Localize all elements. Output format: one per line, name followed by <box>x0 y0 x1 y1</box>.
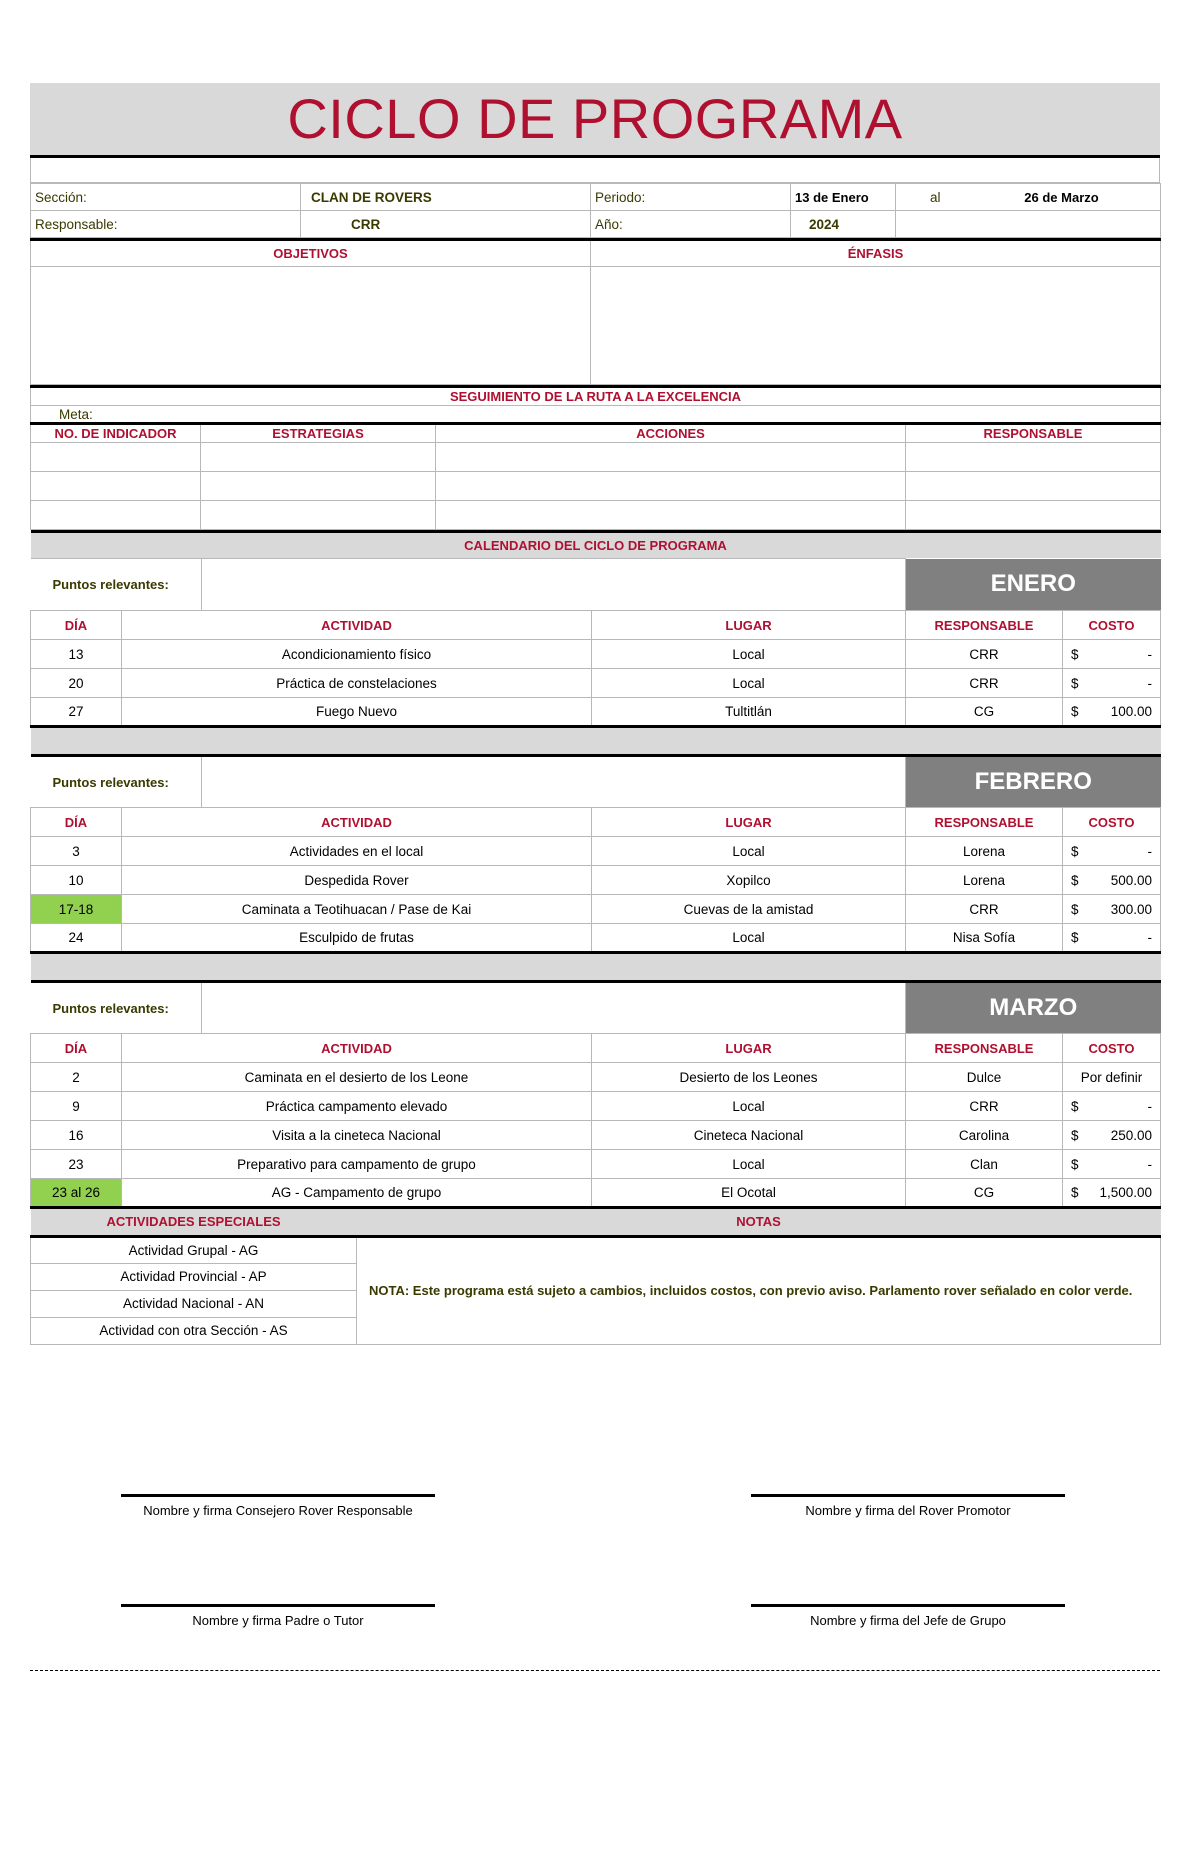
periodo-end: 26 de Marzo <box>1024 189 1099 205</box>
table-row <box>31 895 1161 924</box>
cell-responsable: CG <box>906 698 1063 727</box>
firma-jefe: Nombre y firma del Jefe de Grupo <box>751 1604 1065 1628</box>
notas-title: NOTAS <box>357 1209 1161 1236</box>
cell-actividad: Práctica campamento elevado <box>122 1092 592 1121</box>
col-lugar: LUGAR <box>592 611 906 640</box>
seg-cell[interactable] <box>436 472 906 501</box>
cell-responsable: CG <box>906 1179 1063 1208</box>
table-row <box>31 866 1161 895</box>
month-name: FEBRERO <box>906 756 1161 808</box>
cell-costo <box>1063 866 1161 895</box>
currency-symbol: $ <box>1071 675 1079 691</box>
table-row <box>31 1092 1161 1121</box>
cell-costo <box>1063 1121 1161 1150</box>
cell-dia: 23 al 26 <box>31 1179 122 1208</box>
currency-symbol: $ <box>1071 1127 1079 1143</box>
cell-dia: 3 <box>31 837 122 866</box>
seg-col-indicador: NO. DE INDICADOR <box>31 424 201 443</box>
currency-symbol: $ <box>1071 1098 1079 1114</box>
cell-costo <box>1063 698 1161 727</box>
cost-value: 500.00 <box>1110 872 1152 888</box>
cell-lugar: Local <box>592 669 906 698</box>
table-row <box>31 837 1161 866</box>
puntos-label: Puntos relevantes: <box>31 982 202 1034</box>
seccion-label: Sección: <box>31 184 301 211</box>
puntos-box[interactable] <box>202 559 906 611</box>
currency-symbol: $ <box>1071 930 1079 945</box>
cell-responsable: Nisa Sofía <box>906 924 1063 953</box>
objetivos-heading: OBJETIVOS <box>31 240 591 267</box>
cell-costo <box>1063 1179 1161 1208</box>
cost-wrap <box>1067 902 1156 917</box>
col-costo: COSTO <box>1063 611 1161 640</box>
puntos-box[interactable] <box>202 982 906 1034</box>
cell-actividad: Acondicionamiento físico <box>122 640 592 669</box>
especial-item: Actividad Provincial - AP <box>31 1263 357 1290</box>
table-row <box>31 1179 1161 1208</box>
cost-wrap <box>1067 1128 1156 1143</box>
cell-dia: 27 <box>31 698 122 727</box>
cell-responsable: Dulce <box>906 1063 1063 1092</box>
col-actividad: ACTIVIDAD <box>122 808 592 837</box>
seg-cell[interactable] <box>31 501 201 530</box>
responsable-value: CRR <box>301 211 591 238</box>
cell-actividad: Caminata a Teotihuacan / Pase de Kai <box>122 895 592 924</box>
puntos-label: Puntos relevantes: <box>31 559 202 611</box>
col-actividad: ACTIVIDAD <box>122 1034 592 1063</box>
cell-costo <box>1063 895 1161 924</box>
periodo-label: Periodo: <box>591 184 791 211</box>
especial-item: Actividad Nacional - AN <box>31 1290 357 1317</box>
col-responsable: RESPONSABLE <box>906 808 1063 837</box>
currency-symbol: $ <box>1071 872 1079 888</box>
cell-lugar: Local <box>592 837 906 866</box>
calendario-table <box>30 530 1161 1209</box>
cost-value: - <box>1147 675 1152 691</box>
responsable-label: Responsable: <box>31 211 301 238</box>
seg-cell[interactable] <box>436 501 906 530</box>
currency-symbol: $ <box>1071 901 1079 917</box>
currency-symbol: $ <box>1071 1156 1079 1172</box>
cell-actividad: Preparativo para campamento de grupo <box>122 1150 592 1179</box>
program-sheet <box>30 83 1160 1345</box>
cell-dia: 9 <box>31 1092 122 1121</box>
cell-actividad: Despedida Rover <box>122 866 592 895</box>
enfasis-heading: ÉNFASIS <box>591 240 1161 267</box>
cell-lugar: Local <box>592 1150 906 1179</box>
col-dia: DÍA <box>31 611 122 640</box>
cell-costo: Por definir <box>1063 1063 1161 1092</box>
meta-label: Meta: <box>31 406 1161 424</box>
firma-consejero: Nombre y firma Consejero Rover Responsable <box>121 1494 435 1518</box>
cell-dia: 13 <box>31 640 122 669</box>
seg-cell[interactable] <box>906 501 1161 530</box>
month-separator <box>31 727 1161 756</box>
especial-item: Actividad con otra Sección - AS <box>31 1317 357 1344</box>
col-responsable: RESPONSABLE <box>906 1034 1063 1063</box>
cell-responsable: Lorena <box>906 866 1063 895</box>
periodo-al: al <box>930 189 941 205</box>
table-row <box>31 698 1161 727</box>
especiales-table <box>30 1209 1161 1345</box>
cell-lugar: Tultitlán <box>592 698 906 727</box>
header-grid <box>30 183 1161 238</box>
nota-text: NOTA: Este programa está sujeto a cambios, incluidos costos, con previo aviso. Parlamento rover señalado en color verde. <box>357 1236 1161 1344</box>
seguimiento-title: SEGUIMIENTO DE LA RUTA A LA EXCELENCIA <box>31 387 1161 406</box>
cell-costo <box>1063 1092 1161 1121</box>
cell-dia: 2 <box>31 1063 122 1092</box>
cost-wrap <box>1067 647 1156 662</box>
cell-lugar: Local <box>592 1092 906 1121</box>
seg-col-acciones: ACCIONES <box>436 424 906 443</box>
cost-wrap <box>1067 1185 1156 1200</box>
cost-wrap <box>1067 1157 1156 1172</box>
page-title: CICLO DE PROGRAMA <box>30 83 1160 158</box>
cell-dia: 20 <box>31 669 122 698</box>
firma-padre: Nombre y firma Padre o Tutor <box>121 1604 435 1628</box>
cell-responsable: CRR <box>906 669 1063 698</box>
cell-dia: 23 <box>31 1150 122 1179</box>
cell-lugar: Local <box>592 924 906 953</box>
col-lugar: LUGAR <box>592 1034 906 1063</box>
cell-lugar: Local <box>592 640 906 669</box>
cell-lugar: Xopilco <box>592 866 906 895</box>
cell-responsable: Lorena <box>906 837 1063 866</box>
seg-cell[interactable] <box>906 443 1161 472</box>
periodo-start <box>791 184 896 211</box>
cell-lugar: Cineteca Nacional <box>592 1121 906 1150</box>
cost-value: - <box>1147 646 1152 662</box>
cell-costo <box>1063 1150 1161 1179</box>
seccion-value: CLAN DE ROVERS <box>301 184 591 211</box>
col-costo: COSTO <box>1063 1034 1161 1063</box>
cost-value: - <box>1147 843 1152 859</box>
cost-value: - <box>1147 1098 1152 1114</box>
cell-actividad: Fuego Nuevo <box>122 698 592 727</box>
cell-lugar: El Ocotal <box>592 1179 906 1208</box>
month-name: ENERO <box>906 559 1161 611</box>
cost-value: 100.00 <box>1110 704 1152 719</box>
cell-responsable: Carolina <box>906 1121 1063 1150</box>
firma-promotor: Nombre y firma del Rover Promotor <box>751 1494 1065 1518</box>
seg-cell[interactable] <box>436 443 906 472</box>
cell-responsable: CRR <box>906 895 1063 924</box>
cell-actividad: AG - Campamento de grupo <box>122 1179 592 1208</box>
cell-costo <box>1063 669 1161 698</box>
seguimiento-table <box>30 385 1161 530</box>
cost-wrap <box>1067 704 1156 719</box>
spacer-row <box>30 158 1160 183</box>
currency-symbol: $ <box>1071 704 1079 719</box>
cost-wrap <box>1067 676 1156 691</box>
periodo-start-text: 13 de Enero <box>795 189 869 205</box>
cell-dia: 24 <box>31 924 122 953</box>
seg-cell[interactable] <box>201 472 436 501</box>
cost-wrap <box>1067 1099 1156 1114</box>
col-dia: DÍA <box>31 808 122 837</box>
col-responsable: RESPONSABLE <box>906 611 1063 640</box>
cost-value: - <box>1147 1156 1152 1172</box>
seg-cell[interactable] <box>906 472 1161 501</box>
especial-item: Actividad Grupal - AG <box>31 1236 357 1263</box>
cell-responsable: CRR <box>906 640 1063 669</box>
objetivos-box[interactable] <box>31 267 591 385</box>
puntos-box[interactable] <box>202 756 906 808</box>
cost-value: 250.00 <box>1110 1127 1152 1143</box>
cost-wrap <box>1067 930 1156 945</box>
enfasis-box[interactable] <box>591 267 1161 385</box>
table-row <box>31 1121 1161 1150</box>
cost-wrap <box>1067 873 1156 888</box>
cell-costo <box>1063 924 1161 953</box>
cell-costo <box>1063 640 1161 669</box>
currency-symbol: $ <box>1071 843 1079 859</box>
cell-lugar: Cuevas de la amistad <box>592 895 906 924</box>
cell-actividad: Visita a la cineteca Nacional <box>122 1121 592 1150</box>
anio-blank <box>896 211 1161 238</box>
seg-col-responsable: RESPONSABLE <box>906 424 1161 443</box>
cell-costo <box>1063 837 1161 866</box>
table-row <box>31 640 1161 669</box>
month-separator <box>31 953 1161 982</box>
col-actividad: ACTIVIDAD <box>122 611 592 640</box>
cost-value: - <box>1147 930 1152 945</box>
table-row <box>31 924 1161 953</box>
col-dia: DÍA <box>31 1034 122 1063</box>
cut-line <box>30 1670 1160 1671</box>
cost-value: 300.00 <box>1110 901 1152 917</box>
cost-wrap <box>1067 844 1156 859</box>
seg-cell[interactable] <box>31 472 201 501</box>
calendario-title: CALENDARIO DEL CICLO DE PROGRAMA <box>31 532 1161 559</box>
currency-symbol: $ <box>1071 1185 1079 1200</box>
cell-dia: 16 <box>31 1121 122 1150</box>
periodo-end-cell <box>896 184 1161 211</box>
cell-actividad: Actividades en el local <box>122 837 592 866</box>
cell-lugar: Desierto de los Leones <box>592 1063 906 1092</box>
cell-dia: 17-18 <box>31 895 122 924</box>
puntos-label: Puntos relevantes: <box>31 756 202 808</box>
anio-value: 2024 <box>791 211 896 238</box>
cell-actividad: Práctica de constelaciones <box>122 669 592 698</box>
seg-cell[interactable] <box>31 443 201 472</box>
col-lugar: LUGAR <box>592 808 906 837</box>
cell-actividad: Caminata en el desierto de los Leone <box>122 1063 592 1092</box>
especiales-title: ACTIVIDADES ESPECIALES <box>31 1209 357 1236</box>
cost-value: 1,500.00 <box>1099 1185 1152 1200</box>
month-name: MARZO <box>906 982 1161 1034</box>
cell-actividad: Esculpido de frutas <box>122 924 592 953</box>
anio-label: Año: <box>591 211 791 238</box>
table-row <box>31 669 1161 698</box>
seg-cell[interactable] <box>201 443 436 472</box>
col-costo: COSTO <box>1063 808 1161 837</box>
cell-dia: 10 <box>31 866 122 895</box>
objetivos-table <box>30 238 1161 385</box>
seg-cell[interactable] <box>201 501 436 530</box>
cell-responsable: CRR <box>906 1092 1063 1121</box>
table-row <box>31 1150 1161 1179</box>
cell-responsable: Clan <box>906 1150 1063 1179</box>
seg-col-estrategias: ESTRATEGIAS <box>201 424 436 443</box>
currency-symbol: $ <box>1071 646 1079 662</box>
table-row <box>31 1063 1161 1092</box>
